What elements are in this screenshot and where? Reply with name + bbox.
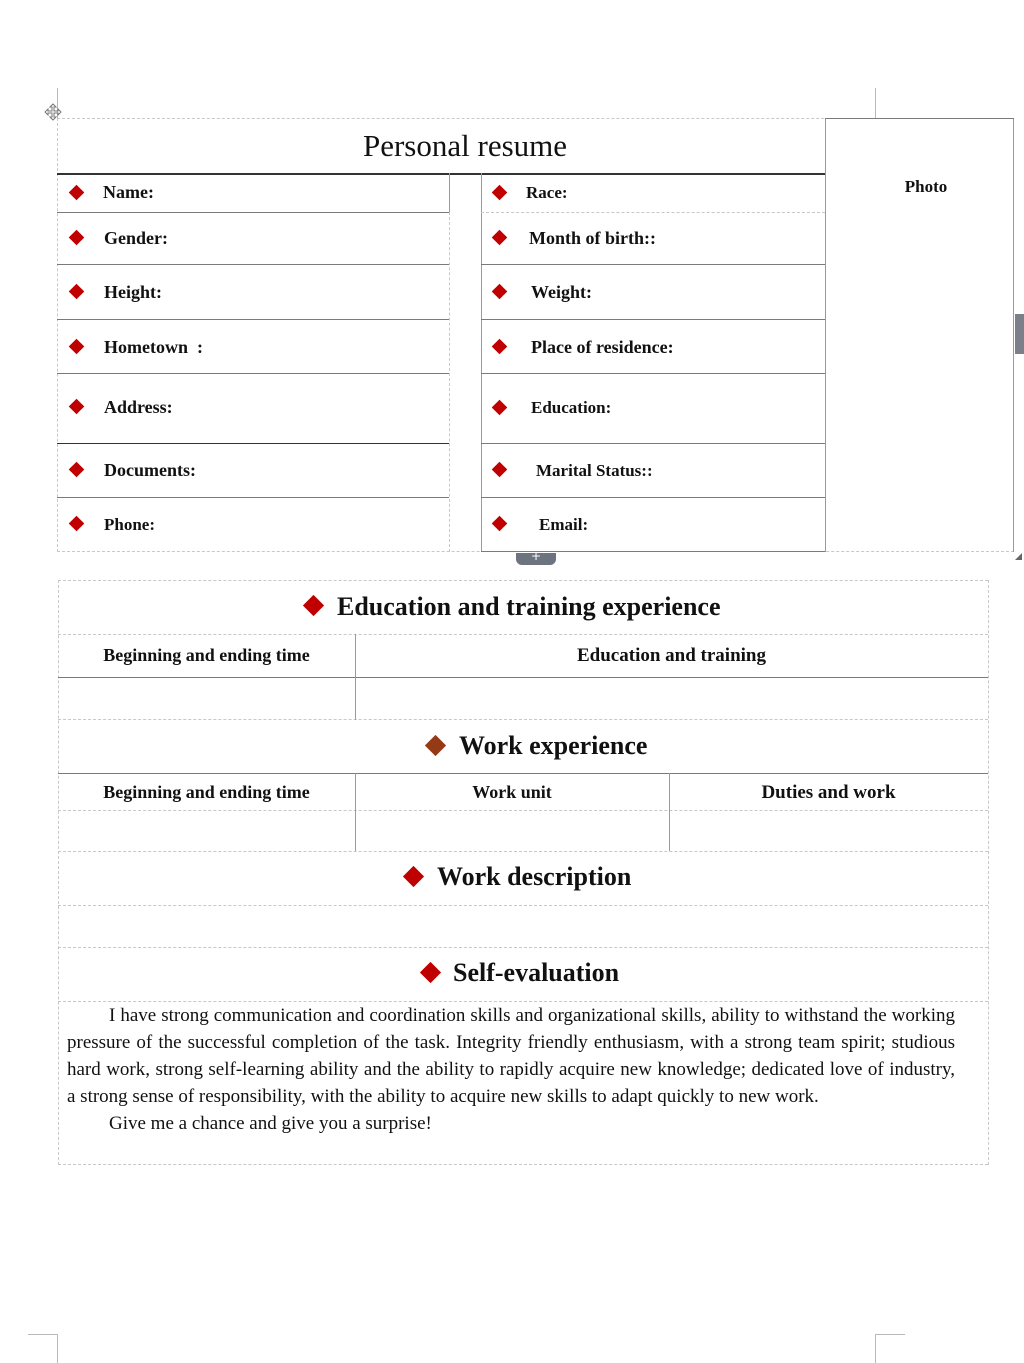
work-section-title: Work experience (459, 731, 648, 760)
work-col-time: Beginning and ending time (103, 782, 310, 802)
work-entry-unit-cell[interactable] (356, 811, 669, 851)
page-corner-mark (875, 88, 876, 118)
page-corner-mark (28, 1334, 58, 1335)
resume-title: Personal resume (362, 128, 568, 163)
diamond-bullet-icon (492, 339, 508, 355)
diamond-bullet-icon (69, 339, 85, 355)
diamond-bullet-icon (492, 516, 508, 532)
plus-icon: + (531, 549, 542, 563)
row-resize-handle[interactable] (1015, 314, 1024, 354)
diamond-bullet-icon (69, 284, 85, 300)
field-label: Phone: (104, 515, 155, 534)
field-label: Place of residence: (531, 337, 674, 357)
self-evaluation-closing: Give me a chance and give you a surprise! (109, 1113, 432, 1134)
self-evaluation-title: Self-evaluation (453, 958, 620, 987)
diamond-bullet-icon (425, 735, 446, 756)
diamond-bullet-icon (303, 595, 324, 616)
field-label: Name: (103, 182, 154, 202)
field-label: Weight: (531, 282, 592, 302)
diamond-bullet-icon (492, 230, 508, 246)
diamond-bullet-icon (69, 399, 85, 415)
add-row-button[interactable] (516, 549, 556, 565)
field-label: Race: (526, 183, 568, 202)
work-description-title: Work description (437, 862, 632, 891)
field-label: Height: (104, 282, 162, 302)
diamond-bullet-icon (403, 866, 424, 887)
work-description-cell[interactable] (58, 906, 988, 947)
diamond-bullet-icon (69, 462, 85, 478)
field-label: Hometown : (104, 337, 203, 357)
photo-placeholder[interactable]: Photo (904, 177, 948, 196)
work-entry-time-cell[interactable] (58, 811, 355, 851)
education-col-time: Beginning and ending time (103, 645, 310, 665)
education-entry-training-cell[interactable] (356, 678, 988, 719)
diamond-bullet-icon (492, 462, 508, 478)
education-entry-time-cell[interactable] (58, 678, 355, 719)
field-label: Marital Status:: (536, 461, 653, 480)
diamond-bullet-icon (492, 284, 508, 300)
diamond-bullet-icon (69, 185, 85, 201)
field-label: Month of birth:: (529, 228, 656, 248)
page-corner-mark (57, 1334, 58, 1363)
work-col-unit: Work unit (472, 782, 552, 802)
field-label: Email: (539, 515, 589, 534)
self-evaluation-body[interactable] (67, 1002, 955, 1137)
education-section-title: Education and training experience (337, 592, 721, 621)
field-label: Education: (531, 398, 612, 417)
field-label: Gender: (104, 228, 168, 248)
diamond-bullet-icon (69, 516, 85, 532)
education-col-training: Education and training (577, 645, 766, 666)
diamond-bullet-icon (492, 400, 508, 416)
field-label: Address: (104, 397, 173, 417)
diamond-bullet-icon (69, 230, 85, 246)
page-corner-mark (875, 1334, 905, 1335)
work-entry-duties-cell[interactable] (670, 811, 988, 851)
diamond-bullet-icon (420, 962, 441, 983)
self-evaluation-paragraph: I have strong communication and coordination skills and organizational skills, ability to withstand the working pressure of the successful completion of the task. Integrity friendly enthusiasm, with a strong team spirit; studious hard work, strong self-learning ability and the ability to rapidly acquire new knowledge; dedicated love of industry, a strong sense of responsibility, with the ability to acquire new skills to adapt quickly to new work. (67, 1005, 955, 1107)
table-resize-handle-icon[interactable] (1014, 552, 1023, 561)
diamond-bullet-icon (492, 185, 508, 201)
field-label: Documents: (104, 460, 196, 480)
page-corner-mark (875, 1334, 876, 1363)
work-col-duties: Duties and work (761, 782, 896, 803)
